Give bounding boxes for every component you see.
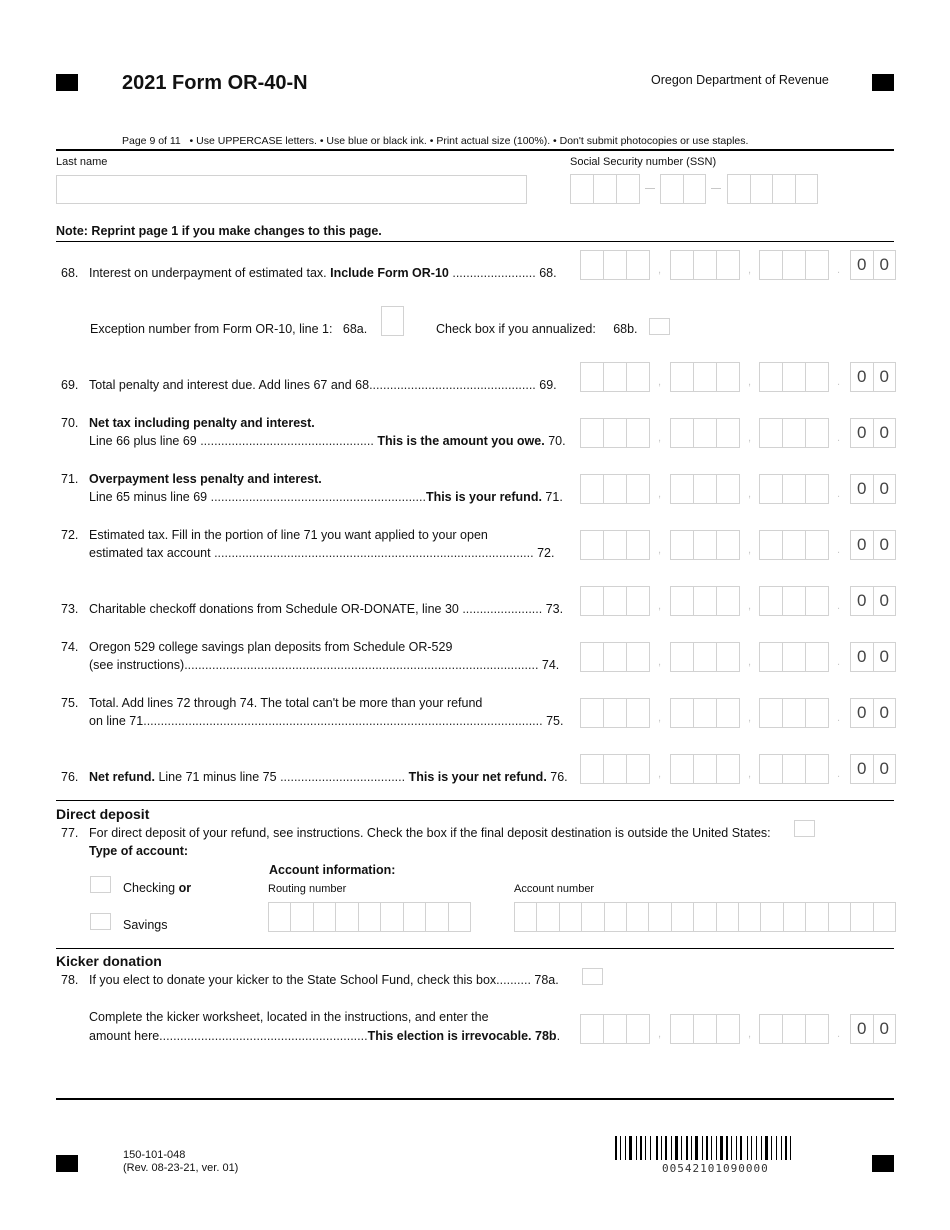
barcode-bar [716, 1136, 717, 1160]
barcode-bar [731, 1136, 732, 1160]
amount-digit-group[interactable] [759, 698, 829, 728]
barcode-bar [656, 1136, 658, 1160]
line-number: 75. [61, 696, 79, 710]
line-71-heading: Overpayment less penalty and interest. [89, 472, 322, 486]
amount-digit-group[interactable] [580, 642, 650, 672]
amount-digit-group[interactable] [580, 362, 650, 392]
barcode-bar [771, 1136, 772, 1160]
checking-checkbox[interactable] [90, 876, 111, 893]
amount-digit-group[interactable] [580, 418, 650, 448]
decimal-separator: . [837, 656, 841, 668]
barcode [615, 1136, 827, 1160]
line-68-text: Interest on underpayment of estimated tax. Include Form OR-10 ........................ 68. [89, 266, 557, 280]
amount-digit-group[interactable] [670, 530, 740, 560]
barcode-number: 00542101090000 [662, 1162, 769, 1175]
ssn-field-part1[interactable] [570, 174, 640, 204]
barcode-bar [615, 1136, 617, 1160]
savings-label: Savings [123, 918, 168, 932]
cents-digit: 0 [851, 643, 874, 671]
cents-digit: 0 [851, 755, 874, 783]
checking-label: Checking or [123, 881, 192, 895]
barcode-bar [785, 1136, 787, 1160]
line-70-text: Line 66 plus line 69 .................................................. This is the amount you owe. 70. [89, 434, 566, 448]
decimal-separator: . [837, 264, 841, 276]
kicker-worksheet-text: Complete the kicker worksheet, located in the instructions, and enter the [89, 1010, 489, 1024]
amount-digit-group[interactable] [759, 586, 829, 616]
cents-digit: 0 [851, 587, 874, 615]
line-69-text: Total penalty and interest due. Add lines 67 and 68................................................ 69. [89, 378, 557, 392]
amount-digit-group[interactable] [580, 250, 650, 280]
barcode-bar [686, 1136, 688, 1160]
line-73-text: Charitable checkoff donations from Schedule OR-DONATE, line 30 ....................... 73. [89, 602, 564, 616]
cents-digit: 0 [851, 251, 874, 279]
savings-checkbox[interactable] [90, 913, 111, 930]
ssn-dash [645, 188, 655, 189]
routing-number-field[interactable] [268, 902, 471, 932]
last-name-field[interactable] [56, 175, 527, 204]
line-number: 72. [61, 528, 79, 542]
exception-label: Exception number from Form OR-10, line 1: 68a. [90, 322, 368, 336]
decimal-separator: . [837, 768, 841, 780]
cents-digit: 0 [879, 479, 889, 498]
divider [56, 149, 894, 151]
line-74-heading: Oregon 529 college savings plan deposits from Schedule OR-529 [89, 640, 453, 654]
thousands-separator: , [658, 768, 662, 780]
thousands-separator: , [658, 488, 662, 500]
amount-digit-group[interactable] [580, 530, 650, 560]
cents-digit: 0 [879, 759, 889, 778]
cents-digit: 0 [851, 699, 874, 727]
amount-digit-group[interactable] [670, 754, 740, 784]
barcode-bar [702, 1136, 703, 1160]
thousands-separator: , [748, 656, 752, 668]
thousands-separator: , [748, 376, 752, 388]
amount-digit-group[interactable] [759, 530, 829, 560]
thousands-separator: , [748, 488, 752, 500]
line-number: 74. [61, 640, 79, 654]
amount-digit-group[interactable] [670, 418, 740, 448]
barcode-bar [747, 1136, 748, 1160]
amount-cents [850, 250, 896, 280]
amount-digit-group[interactable] [580, 474, 650, 504]
registration-mark [56, 1155, 78, 1172]
line-74-text: (see instructions)...................................................................................................... 74. [89, 658, 560, 672]
amount-digit-group[interactable] [759, 474, 829, 504]
cents-digit: 0 [879, 423, 889, 442]
line-number: 73. [61, 602, 79, 616]
annualized-label: Check box if you annualized: 68b. [436, 322, 638, 336]
thousands-separator: , [748, 712, 752, 724]
line-number: 78. [61, 973, 79, 987]
line-number: 76. [61, 770, 79, 784]
amount-digit-group[interactable] [670, 586, 740, 616]
ssn-label: Social Security number (SSN) [570, 156, 717, 168]
barcode-bar [720, 1136, 723, 1160]
amount-digit-group[interactable] [759, 250, 829, 280]
barcode-bar [645, 1136, 646, 1160]
thousands-separator: , [748, 432, 752, 444]
cents-digit: 0 [879, 591, 889, 610]
amount-cents [850, 530, 896, 560]
amount-digit-group[interactable] [759, 362, 829, 392]
thousands-separator: , [658, 264, 662, 276]
registration-mark [56, 74, 78, 91]
form-revision: (Rev. 08-23-21, ver. 01) [123, 1162, 239, 1174]
barcode-bar [671, 1136, 672, 1160]
amount-digit-group[interactable] [670, 362, 740, 392]
divider [56, 800, 894, 801]
barcode-bar [695, 1136, 698, 1160]
amount-digit-group[interactable] [759, 418, 829, 448]
line-75-text: on line 71................................................................................................................... 75. [89, 714, 564, 728]
thousands-separator: , [748, 264, 752, 276]
amount-digit-group[interactable] [759, 754, 829, 784]
kicker-heading: Kicker donation [56, 953, 162, 969]
barcode-bar [781, 1136, 782, 1160]
barcode-bar [636, 1136, 637, 1160]
thousands-separator: , [658, 712, 662, 724]
reprint-note: Note: Reprint page 1 if you make changes to this page. [56, 224, 382, 238]
amount-digit-group[interactable] [580, 698, 650, 728]
amount-digit-group[interactable] [670, 250, 740, 280]
line-number: 70. [61, 416, 79, 430]
page-info: Page 9 of 11 • Use UPPERCASE letters. • Use blue or black ink. • Print actual size (100%). • Don't submit photocopies or use staples. [122, 135, 749, 147]
thousands-separator: , [658, 1028, 662, 1040]
thousands-separator: , [748, 544, 752, 556]
decimal-separator: . [837, 544, 841, 556]
thousands-separator: , [748, 1028, 752, 1040]
routing-label: Routing number [268, 883, 347, 895]
registration-mark [872, 1155, 894, 1172]
cents-digit: 0 [879, 647, 889, 666]
line-70-heading: Net tax including penalty and interest. [89, 416, 315, 430]
line-76-text: Net refund. Line 71 minus line 75 .................................... This is your net refund. 76. [89, 770, 568, 784]
amount-cents [850, 1014, 896, 1044]
ssn-field-part3[interactable] [727, 174, 818, 204]
thousands-separator: , [658, 376, 662, 388]
amount-digit-group[interactable] [580, 1014, 650, 1044]
barcode-bar [711, 1136, 712, 1160]
amount-digit-group[interactable] [670, 642, 740, 672]
barcode-bar [761, 1136, 762, 1160]
account-number-label: Account number [514, 883, 595, 895]
amount-cents [850, 586, 896, 616]
barcode-bar [661, 1136, 662, 1160]
barcode-bar [726, 1136, 728, 1160]
amount-digit-group[interactable] [670, 698, 740, 728]
account-info-label: Account information: [269, 863, 396, 877]
cents-digit: 0 [851, 1015, 874, 1043]
decimal-separator: . [837, 432, 841, 444]
barcode-bar [675, 1136, 678, 1160]
thousands-separator: , [658, 600, 662, 612]
barcode-bar [776, 1136, 777, 1160]
account-type-label: Type of account: [89, 844, 189, 858]
cents-digit: 0 [879, 535, 889, 554]
kicker-amount-text: amount here............................................................This election is irrevocable. 78b. [89, 1029, 561, 1043]
barcode-bar [650, 1136, 651, 1160]
kicker-donate-checkbox[interactable] [582, 968, 603, 985]
decimal-separator: . [837, 1028, 841, 1040]
direct-deposit-heading: Direct deposit [56, 806, 150, 822]
barcode-bar [625, 1136, 626, 1160]
amount-cents [850, 642, 896, 672]
cents-digit: 0 [851, 531, 874, 559]
barcode-bar [620, 1136, 621, 1160]
amount-cents [850, 754, 896, 784]
account-number-field[interactable] [514, 902, 896, 932]
cents-digit: 0 [879, 703, 889, 722]
barcode-bar [706, 1136, 708, 1160]
barcode-bar [629, 1136, 632, 1160]
decimal-separator: . [837, 712, 841, 724]
agency-name: Oregon Department of Revenue [651, 73, 829, 87]
foreign-destination-checkbox[interactable] [794, 820, 815, 837]
decimal-separator: . [837, 376, 841, 388]
barcode-bar [640, 1136, 642, 1160]
line-71-text: Line 65 minus line 69 ..............................................................This is your refund. 71. [89, 490, 563, 504]
kicker-text: If you elect to donate your kicker to the State School Fund, check this box.......... 78a. [89, 973, 559, 987]
barcode-bar [740, 1136, 742, 1160]
annualized-checkbox[interactable] [649, 318, 670, 335]
line-number: 77. [61, 826, 79, 840]
divider [56, 948, 894, 949]
amount-digit-group[interactable] [580, 586, 650, 616]
line-number: 69. [61, 378, 79, 392]
line-number: 68. [61, 266, 79, 280]
amount-cents [850, 474, 896, 504]
exception-number-field[interactable] [381, 306, 404, 336]
amount-digit-group[interactable] [759, 642, 829, 672]
line-72-heading: Estimated tax. Fill in the portion of line 71 you want applied to your open [89, 528, 488, 542]
divider [56, 241, 894, 242]
ssn-field-part2[interactable] [660, 174, 706, 204]
barcode-bar [681, 1136, 682, 1160]
amount-cents [850, 418, 896, 448]
thousands-separator: , [658, 544, 662, 556]
cents-digit: 0 [879, 367, 889, 386]
amount-cents [850, 698, 896, 728]
ssn-dash [711, 188, 721, 189]
amount-digit-group[interactable] [580, 754, 650, 784]
amount-digit-group[interactable] [759, 1014, 829, 1044]
amount-cents [850, 362, 896, 392]
thousands-separator: , [658, 656, 662, 668]
cents-digit: 0 [851, 363, 874, 391]
last-name-label: Last name [56, 156, 108, 168]
decimal-separator: . [837, 488, 841, 500]
thousands-separator: , [748, 600, 752, 612]
barcode-bar [736, 1136, 737, 1160]
cents-digit: 0 [879, 1019, 889, 1038]
cents-digit: 0 [851, 475, 874, 503]
form-title: 2021 Form OR-40-N [122, 72, 308, 94]
cents-digit: 0 [879, 255, 889, 274]
barcode-bar [756, 1136, 757, 1160]
cents-digit: 0 [851, 419, 874, 447]
barcode-bar [790, 1136, 791, 1160]
amount-digit-group[interactable] [670, 474, 740, 504]
thousands-separator: , [748, 768, 752, 780]
line-75-heading: Total. Add lines 72 through 74. The total can't be more than your refund [89, 696, 483, 710]
form-number: 150-101-048 [123, 1149, 186, 1161]
thousands-separator: , [658, 432, 662, 444]
barcode-bar [665, 1136, 667, 1160]
line-72-text: estimated tax account ............................................................................................ 72. [89, 546, 555, 560]
registration-mark [872, 74, 894, 91]
barcode-bar [765, 1136, 768, 1160]
barcode-bar [751, 1136, 752, 1160]
decimal-separator: . [837, 600, 841, 612]
line-number: 71. [61, 472, 79, 486]
divider [56, 1098, 894, 1100]
barcode-bar [691, 1136, 692, 1160]
direct-deposit-text: For direct deposit of your refund, see instructions. Check the box if the final deposit destination is outside the United States: [89, 826, 771, 840]
amount-digit-group[interactable] [670, 1014, 740, 1044]
